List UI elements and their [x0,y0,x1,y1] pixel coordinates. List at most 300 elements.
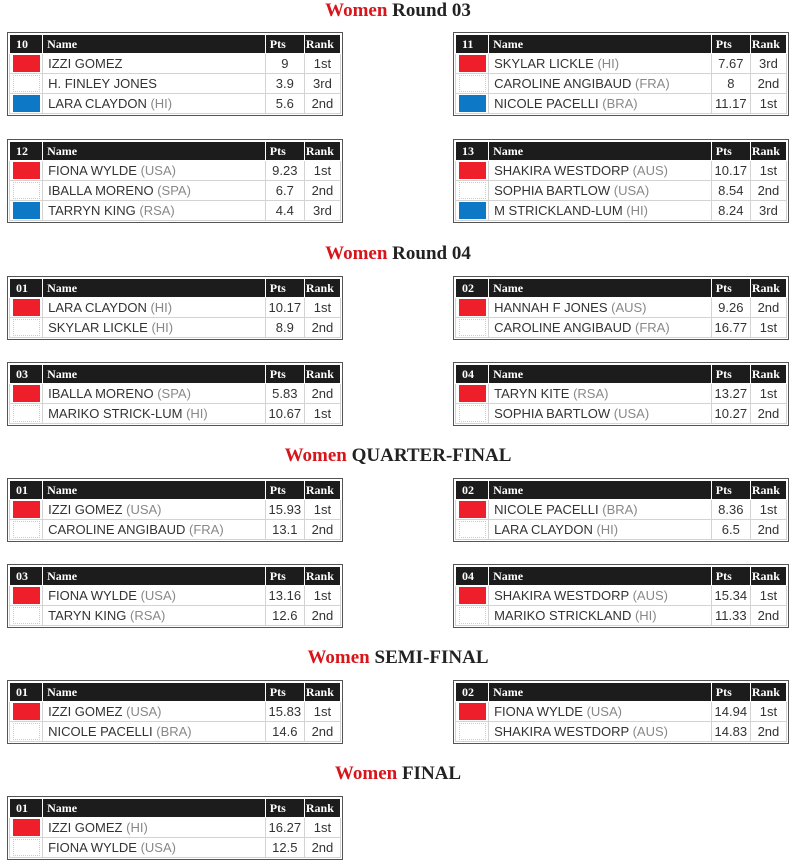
surfer-country: (HI) [126,820,148,835]
surfer-name: LARA CLAYDON [494,522,593,537]
heat-grid [9,364,341,424]
jersey-color-cell [456,298,489,318]
heat-table [7,478,343,542]
surfer-country: (SPA) [157,386,191,401]
jersey-color-swatch [459,587,486,604]
surfer-points: 8.54 [711,181,750,201]
surfer-name: SOPHIA BARTLOW [494,406,611,421]
surfer-name: IBALLA MORENO [48,183,154,198]
surfer-row [10,722,341,742]
heat-grid [9,682,341,742]
surfer-rank: 1st [304,500,340,520]
surfer-country: (AUS) [632,724,668,739]
surfer-name: IBALLA MORENO [48,386,154,401]
surfer-name: FIONA WYLDE [494,704,583,719]
jersey-color-cell [10,384,43,404]
surfer-name: IZZI GOMEZ [48,502,123,517]
surfer-rank: 1st [304,54,340,74]
round-gender: Women [325,243,388,264]
heat-header-row [456,35,787,54]
jersey-color-cell [456,54,489,74]
jersey-color-cell [10,838,43,858]
surfer-name: NICOLE PACELLI [494,96,599,111]
surfer-name-cell [489,404,712,424]
heat-number: 13 [456,142,489,161]
rank-header: Rank [750,481,786,500]
surfer-row [10,161,341,181]
surfer-row [10,404,341,424]
heat-number: 01 [10,279,43,298]
surfer-points: 5.6 [265,94,304,114]
surfer-rank: 2nd [750,298,786,318]
surfer-name: SKYLAR LICKLE [494,56,594,71]
surfer-rank: 3rd [750,54,786,74]
surfer-country: (AUS) [632,588,668,603]
surfer-points: 7.67 [711,54,750,74]
surfer-rank: 2nd [304,838,340,858]
surfer-rank: 1st [304,298,340,318]
surfer-name: FIONA WYLDE [48,588,137,603]
surfer-rank: 3rd [304,74,340,94]
surfer-country: (HI) [150,300,173,315]
jersey-color-swatch [459,95,486,112]
surfer-rank: 1st [750,94,786,114]
surfer-row [10,384,341,404]
surfer-name: MARIKO STRICKLAND [494,608,632,623]
heat-table [453,276,789,340]
surfer-country: (FRA) [634,320,670,335]
heat-number: 01 [10,799,43,818]
jersey-color-swatch [13,723,40,740]
jersey-color-cell [456,201,489,221]
rank-header: Rank [304,567,340,586]
jersey-color-cell [456,181,489,201]
heat-header-row [10,799,341,818]
jersey-color-swatch [13,703,40,720]
heat-number: 11 [456,35,489,54]
heat-table [453,362,789,426]
surfer-country: (SPA) [157,183,191,198]
heat-header-row [10,683,341,702]
surfer-rank: 2nd [304,94,340,114]
heat-number: 04 [456,567,489,586]
surfer-country: (USA) [613,183,650,198]
surfer-row [10,606,341,626]
surfer-rank: 1st [304,702,340,722]
surfer-name-cell [489,94,712,114]
surfer-points: 12.5 [265,838,304,858]
surfer-country: (HI) [150,96,173,111]
surfer-country: (USA) [126,502,162,517]
name-header: Name [43,683,266,702]
surfer-row [456,702,787,722]
surfer-points: 14.6 [265,722,304,742]
surfer-rank: 1st [750,500,786,520]
jersey-color-swatch [459,501,486,518]
name-header: Name [489,365,712,384]
surfer-name: FIONA WYLDE [48,840,137,855]
surfer-name-cell [43,404,266,424]
surfer-rank: 2nd [750,606,786,626]
surfer-points: 5.83 [265,384,304,404]
rank-header: Rank [750,683,786,702]
surfer-rank: 1st [750,161,786,181]
surfer-name: M STRICKLAND-LUM [494,203,623,218]
heat-header-row [456,481,787,500]
pts-header: Pts [265,567,304,586]
round-label: Round 04 [392,243,471,264]
surfer-country: (HI) [596,522,619,537]
surfer-name-cell [43,74,266,94]
heat-grid [455,278,787,338]
heat-number: 12 [10,142,43,161]
heat-header-row [10,279,341,298]
surfer-points: 8.24 [711,201,750,221]
round-title [0,445,796,467]
jersey-color-swatch [13,75,40,92]
surfer-name-cell [43,54,266,74]
surfer-country: (USA) [140,840,176,855]
surfer-rank: 2nd [304,520,340,540]
pts-header: Pts [711,142,750,161]
surfer-name: IZZI GOMEZ [48,820,123,835]
jersey-color-cell [10,702,43,722]
surfer-points: 13.16 [265,586,304,606]
surfer-country: (RSA) [129,608,166,623]
name-header: Name [43,35,266,54]
heat-table [7,680,343,744]
heat-grid [9,278,341,338]
surfer-row [10,298,341,318]
name-header: Name [489,35,712,54]
jersey-color-swatch [13,202,40,219]
surfer-row [10,318,341,338]
jersey-color-swatch [13,607,40,624]
surfer-row [456,94,787,114]
surfer-name-cell [489,74,712,94]
heat-table [7,139,343,223]
jersey-color-swatch [13,182,40,199]
surfer-rank: 2nd [750,404,786,424]
jersey-color-cell [10,520,43,540]
heat-table [7,32,343,116]
round-gender: Women [325,0,388,21]
jersey-color-cell [456,74,489,94]
jersey-color-swatch [13,95,40,112]
surfer-points: 13.1 [265,520,304,540]
jersey-color-cell [456,404,489,424]
jersey-color-swatch [459,723,486,740]
name-header: Name [43,799,266,818]
pts-header: Pts [265,365,304,384]
surfer-country: (USA) [613,406,650,421]
surfer-rank: 2nd [304,181,340,201]
heat-header-row [10,365,341,384]
name-header: Name [43,279,266,298]
heat-header-row [456,142,787,161]
surfer-row [456,586,787,606]
heat-table [7,276,343,340]
jersey-color-swatch [13,587,40,604]
surfer-country: (BRA) [602,502,638,517]
heat-grid [455,141,787,221]
surfer-name-cell [489,181,712,201]
jersey-color-cell [456,520,489,540]
surfer-points: 10.17 [265,298,304,318]
surfer-row [456,54,787,74]
heat-header-row [10,481,341,500]
surfer-name: SOPHIA BARTLOW [494,183,611,198]
surfer-row [10,520,341,540]
pts-header: Pts [711,481,750,500]
surfer-name-cell [43,702,266,722]
jersey-color-cell [456,722,489,742]
jersey-color-cell [456,606,489,626]
surfer-name: H. FINLEY JONES [48,76,157,91]
round-label: Round 03 [392,0,471,21]
surfer-rank: 2nd [304,722,340,742]
jersey-color-cell [456,94,489,114]
surfer-rank: 3rd [304,201,340,221]
heat-grid [9,566,341,626]
jersey-color-cell [10,500,43,520]
surfer-points: 4.4 [265,201,304,221]
heat-number: 02 [456,279,489,298]
surfer-row [10,181,341,201]
pts-header: Pts [265,799,304,818]
jersey-color-swatch [459,607,486,624]
surfer-row [456,404,787,424]
surfer-row [456,384,787,404]
surfer-name-cell [489,586,712,606]
jersey-color-cell [456,702,489,722]
surfer-country: (AUS) [611,300,647,315]
round-title [0,647,796,669]
surfer-country: (BRA) [602,96,638,111]
surfer-row [456,722,787,742]
surfer-name-cell [43,606,266,626]
surfer-name: LARA CLAYDON [48,96,147,111]
heat-header-row [456,683,787,702]
heat-table [453,478,789,542]
surfer-name: CAROLINE ANGIBAUD [48,522,186,537]
surfer-points: 9.26 [711,298,750,318]
heat-grid [455,34,787,114]
jersey-color-swatch [13,385,40,402]
heat-number: 10 [10,35,43,54]
surfer-rank: 1st [304,818,340,838]
jersey-color-cell [456,384,489,404]
surfer-country: (HI) [151,320,174,335]
surfer-row [10,838,341,858]
pts-header: Pts [265,142,304,161]
heat-number: 03 [10,365,43,384]
surfer-row [456,500,787,520]
surfer-country: (USA) [586,704,622,719]
pts-header: Pts [711,365,750,384]
surfer-name-cell [43,520,266,540]
surfer-country: (FRA) [188,522,224,537]
surfer-rank: 2nd [304,384,340,404]
heat-grid [9,34,341,114]
pts-header: Pts [265,481,304,500]
surfer-row [10,201,341,221]
jersey-color-cell [10,318,43,338]
heat-grid [9,141,341,221]
jersey-color-swatch [459,182,486,199]
surfer-name: SHAKIRA WESTDORP [494,163,629,178]
rank-header: Rank [304,481,340,500]
rank-header: Rank [304,35,340,54]
surfer-points: 10.67 [265,404,304,424]
surfer-name-cell [43,838,266,858]
jersey-color-swatch [459,55,486,72]
surfer-country: (HI) [186,406,208,421]
pts-header: Pts [265,35,304,54]
surfer-points: 15.34 [711,586,750,606]
surfer-name: IZZI GOMEZ [48,704,123,719]
surfer-name: TARYN KING [48,608,127,623]
heat-table [7,796,343,860]
surfer-row [456,520,787,540]
jersey-color-swatch [13,55,40,72]
surfer-rank: 2nd [750,74,786,94]
heat-header-row [456,567,787,586]
jersey-color-swatch [459,75,486,92]
heat-table [453,564,789,628]
jersey-color-cell [10,54,43,74]
jersey-color-swatch [459,703,486,720]
jersey-color-swatch [459,385,486,402]
surfer-name-cell [489,384,712,404]
surfer-name-cell [43,722,266,742]
surfer-name: SHAKIRA WESTDORP [494,724,629,739]
jersey-color-swatch [13,521,40,538]
surfer-name: IZZI GOMEZ [48,56,123,71]
heat-number: 01 [10,481,43,500]
heat-grid [455,480,787,540]
name-header: Name [489,142,712,161]
surfer-row [10,54,341,74]
jersey-color-cell [10,298,43,318]
surfer-name: CAROLINE ANGIBAUD [494,320,632,335]
name-header: Name [43,142,266,161]
jersey-color-swatch [13,405,40,422]
surfer-name-cell [489,201,712,221]
heat-number: 04 [456,365,489,384]
name-header: Name [43,567,266,586]
jersey-color-cell [10,606,43,626]
surfer-name: NICOLE PACELLI [48,724,153,739]
heat-header-row [456,365,787,384]
surfer-name: HANNAH F JONES [494,300,608,315]
surfer-row [456,318,787,338]
surfer-name-cell [489,161,712,181]
round-title [0,243,796,265]
jersey-color-cell [456,500,489,520]
round-label: SEMI-FINAL [374,647,489,668]
surfer-points: 13.27 [711,384,750,404]
jersey-color-swatch [13,162,40,179]
surfer-row [10,500,341,520]
rank-header: Rank [304,365,340,384]
surfer-name: FIONA WYLDE [48,163,137,178]
surfer-name-cell [43,181,266,201]
jersey-color-cell [10,74,43,94]
surfer-country: (USA) [140,163,176,178]
surfer-rank: 1st [304,161,340,181]
surfer-points: 9.23 [265,161,304,181]
round-gender: Women [284,445,347,466]
name-header: Name [43,481,266,500]
surfer-points: 8.9 [265,318,304,338]
heat-table [453,32,789,116]
jersey-color-cell [10,722,43,742]
name-header: Name [489,683,712,702]
heat-number: 02 [456,481,489,500]
surfer-row [10,74,341,94]
pts-header: Pts [265,683,304,702]
surfer-points: 15.83 [265,702,304,722]
surfer-country: (USA) [126,704,162,719]
surfer-row [10,586,341,606]
jersey-color-swatch [13,319,40,336]
pts-header: Pts [711,567,750,586]
pts-header: Pts [711,35,750,54]
jersey-color-swatch [459,319,486,336]
rank-header: Rank [304,799,340,818]
surfer-name-cell [43,318,266,338]
surfer-rank: 2nd [304,606,340,626]
surfer-points: 14.94 [711,702,750,722]
surfer-points: 10.27 [711,404,750,424]
surfer-name-cell [43,384,266,404]
rank-header: Rank [304,279,340,298]
surfer-row [10,94,341,114]
surfer-name-cell [489,520,712,540]
surfer-points: 9 [265,54,304,74]
surfer-name-cell [43,298,266,318]
name-header: Name [489,279,712,298]
jersey-color-cell [456,161,489,181]
surfer-points: 10.17 [711,161,750,181]
heat-grid [455,682,787,742]
surfer-name-cell [489,722,712,742]
rank-header: Rank [750,365,786,384]
name-header: Name [489,481,712,500]
surfer-name: TARRYN KING [48,203,136,218]
round-label: FINAL [401,763,462,784]
round-title [0,763,796,785]
surfer-name: LARA CLAYDON [48,300,147,315]
jersey-color-swatch [459,202,486,219]
surfer-name: SKYLAR LICKLE [48,320,148,335]
surfer-name-cell [489,318,712,338]
surfer-name-cell [489,606,712,626]
jersey-color-cell [10,404,43,424]
surfer-row [456,74,787,94]
surfer-name-cell [43,500,266,520]
heat-header-row [456,279,787,298]
jersey-color-swatch [459,162,486,179]
surfer-name-cell [43,818,266,838]
surfer-name-cell [43,94,266,114]
surfer-name-cell [43,586,266,606]
surfer-points: 6.5 [711,520,750,540]
surfer-country: (RSA) [139,203,175,218]
heat-header-row [10,142,341,161]
surfer-points: 8.36 [711,500,750,520]
